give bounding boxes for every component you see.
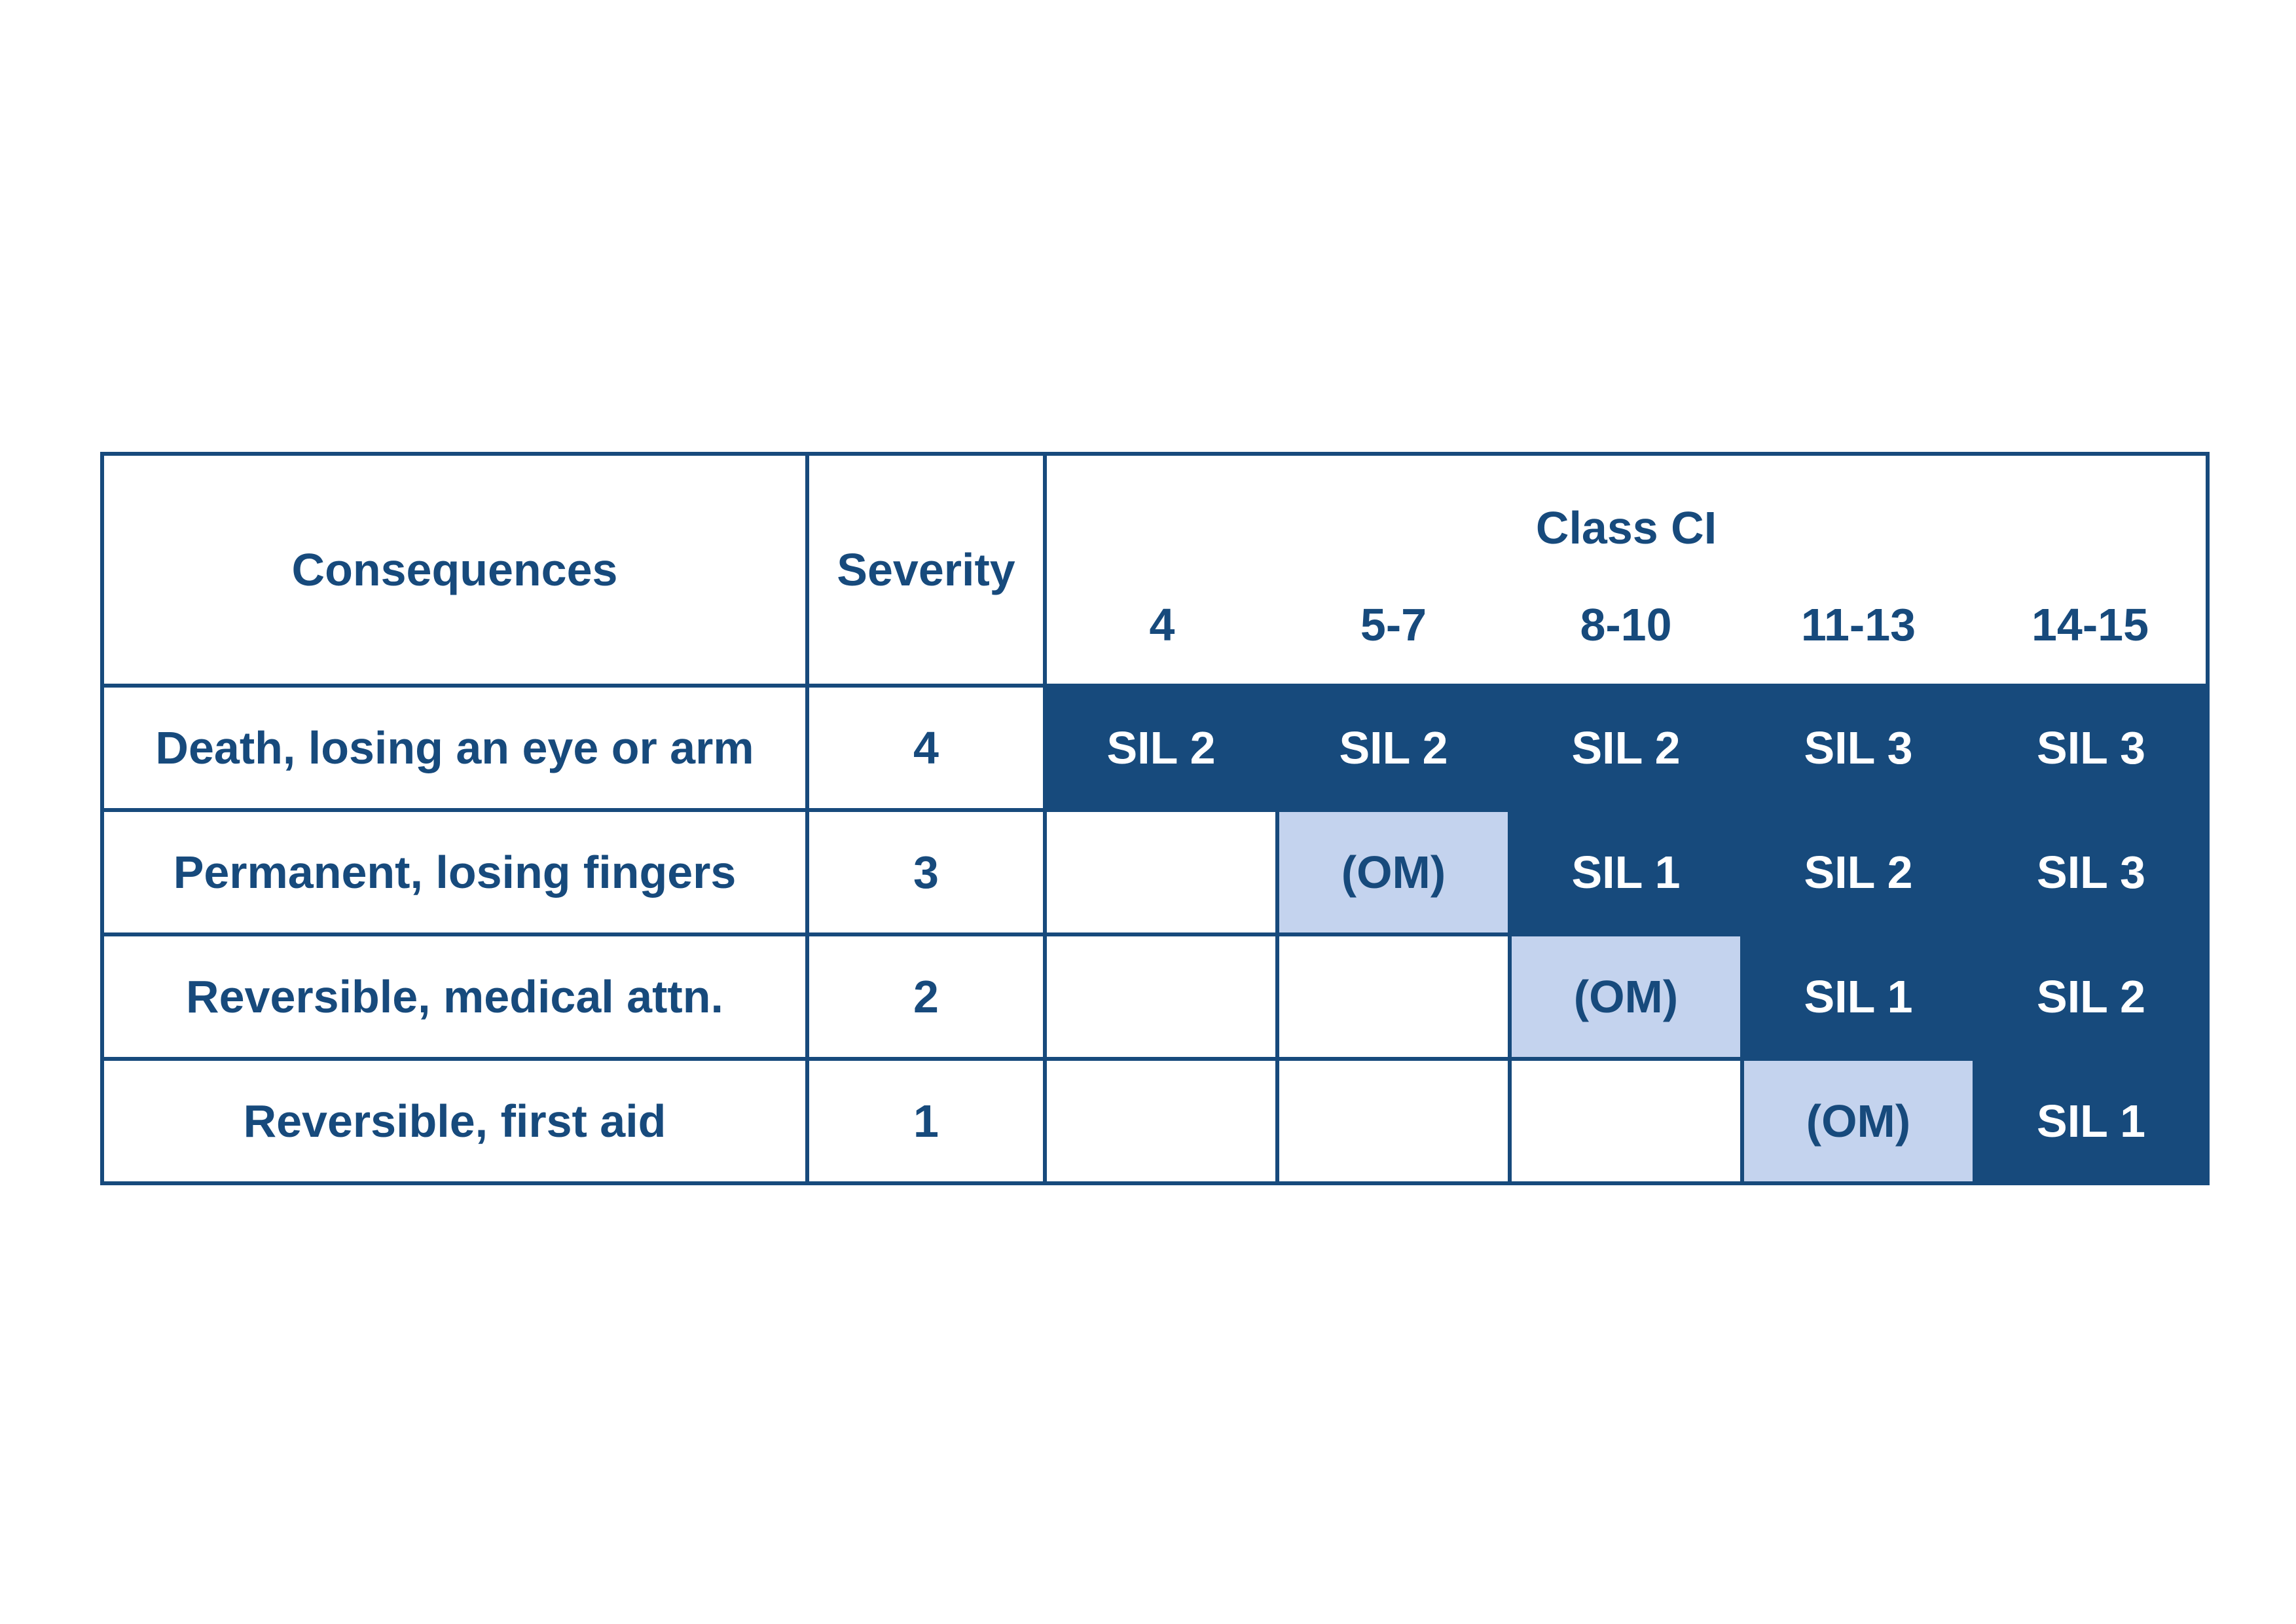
consequence-label: Death, losing an eye or arm	[102, 686, 807, 810]
table-row	[102, 810, 2208, 934]
table-row	[102, 1059, 2208, 1183]
sil-cell: SIL 3	[1975, 686, 2208, 810]
sil-cell: (OM)	[1277, 810, 1510, 934]
header-consequences: Consequences	[102, 454, 807, 686]
severity-value: 3	[807, 810, 1045, 934]
sil-cell: SIL 3	[1742, 686, 1975, 810]
sil-cell: SIL 2	[1045, 686, 1277, 810]
consequence-label: Reversible, medical attn.	[102, 934, 807, 1059]
table-row	[102, 686, 2208, 810]
sil-cell: (OM)	[1742, 1059, 1975, 1183]
header-class-ci: Class CI	[1045, 454, 2208, 566]
sil-cell: SIL 1	[1975, 1059, 2208, 1183]
consequence-label: Reversible, first aid	[102, 1059, 807, 1183]
consequence-label: Permanent, losing fingers	[102, 810, 807, 934]
sil-cell: SIL 2	[1277, 686, 1510, 810]
header-ci-range: 4	[1045, 566, 1277, 686]
sil-cell	[1045, 810, 1277, 934]
sil-matrix-table	[100, 452, 2210, 1185]
sil-cell: (OM)	[1510, 934, 1742, 1059]
sil-cell: SIL 2	[1742, 810, 1975, 934]
sil-cell: SIL 2	[1975, 934, 2208, 1059]
sil-cell: SIL 2	[1510, 686, 1742, 810]
sil-cell: SIL 1	[1510, 810, 1742, 934]
sil-cell	[1045, 1059, 1277, 1183]
severity-value: 2	[807, 934, 1045, 1059]
header-severity: Severity	[807, 454, 1045, 686]
header-ci-range: 11-13	[1742, 566, 1975, 686]
sil-cell: SIL 3	[1975, 810, 2208, 934]
header-ci-range: 8-10	[1510, 566, 1742, 686]
sil-cell: SIL 1	[1742, 934, 1975, 1059]
severity-value: 1	[807, 1059, 1045, 1183]
header-ci-range: 5-7	[1277, 566, 1510, 686]
sil-cell	[1277, 1059, 1510, 1183]
sil-cell	[1510, 1059, 1742, 1183]
header-ci-range: 14-15	[1975, 566, 2208, 686]
severity-value: 4	[807, 686, 1045, 810]
table-row	[102, 934, 2208, 1059]
sil-cell	[1045, 934, 1277, 1059]
sil-cell	[1277, 934, 1510, 1059]
